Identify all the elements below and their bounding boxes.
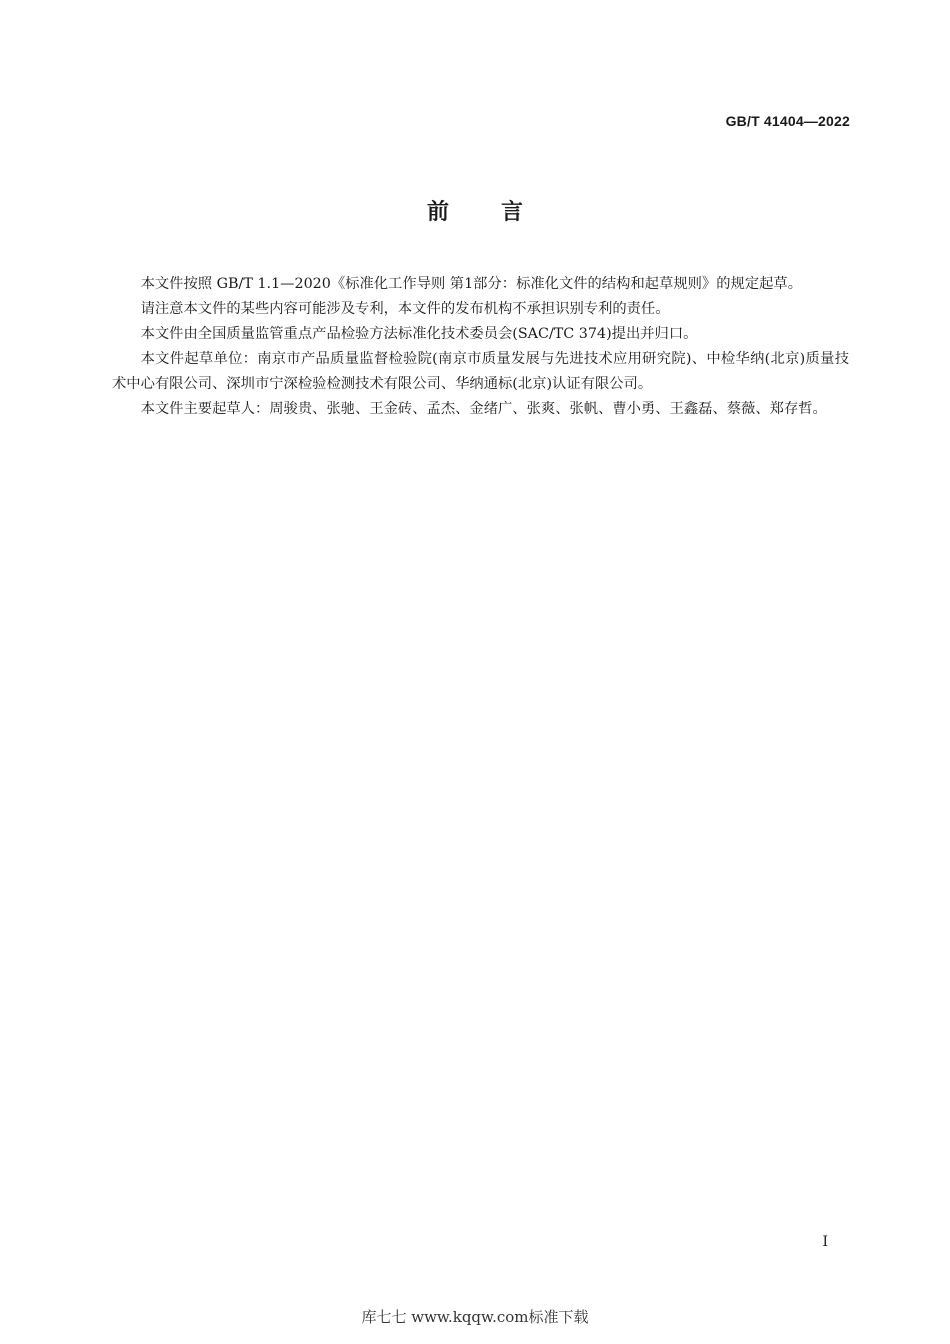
foreword-body bbox=[112, 272, 849, 422]
watermark-text: 库七七 www.kqqw.com标准下载 bbox=[361, 1308, 589, 1326]
page-title: 前言 bbox=[426, 200, 575, 225]
paragraph-drafters: 本文件主要起草人：周骏贵、张驰、王金砖、孟杰、金绪广、张爽、张帆、曹小勇、王鑫磊、蔡薇、郑存哲。 bbox=[140, 401, 827, 417]
paragraph-drafting-rules: 本文件按照 GB/T 1.1—2020《标准化工作导则 第1部分：标准化文件的结构和起草规则》的规定起草。 bbox=[140, 276, 803, 292]
paragraph-drafting-units: 本文件起草单位：南京市产品质量监督检验院(南京市质量发展与先进技术应用研究院)、中检华纳(北京)质量技术中心有限公司、深圳市宁深检验检测技术有限公司、华纳通标(北京)认证有限公司。 bbox=[112, 351, 849, 392]
paragraph-patent-notice: 请注意本文件的某些内容可能涉及专利，本文件的发布机构不承担识别专利的责任。 bbox=[140, 301, 670, 317]
page-number: I bbox=[822, 1234, 828, 1250]
standard-code: GB/T 41404—2022 bbox=[725, 113, 850, 129]
paragraph-proposer: 本文件由全国质量监管重点产品检验方法标准化技术委员会(SAC/TC 374)提出并归口。 bbox=[140, 326, 698, 342]
